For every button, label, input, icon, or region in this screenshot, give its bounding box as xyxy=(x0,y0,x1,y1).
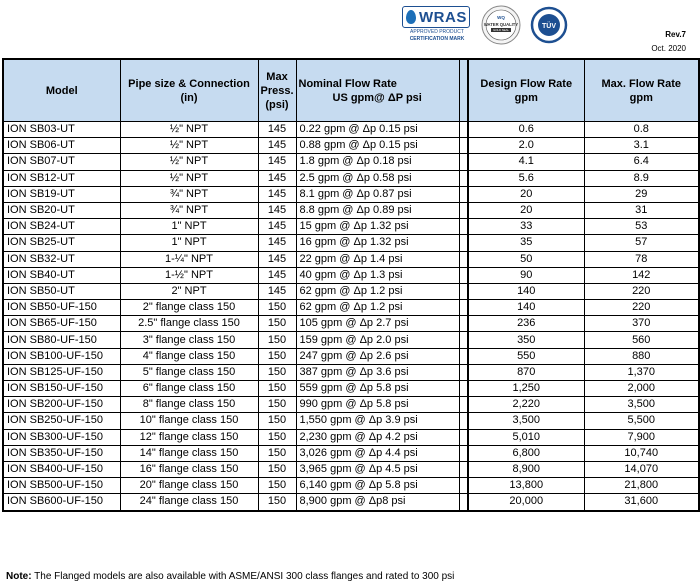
cell-separator xyxy=(459,413,468,429)
table-row xyxy=(3,267,699,283)
cell-design-flow: 5.6 xyxy=(468,170,584,186)
cell-nominal-flow: 1.8 gpm @ Δp 0.18 psi xyxy=(296,154,459,170)
cell-design-flow: 350 xyxy=(468,332,584,348)
cell-max-pressure: 150 xyxy=(258,364,296,380)
cell-pipe-size: 24" flange class 150 xyxy=(120,494,258,511)
cell-nominal-flow: 3,026 gpm @ Δp 4.4 psi xyxy=(296,445,459,461)
cell-design-flow: 90 xyxy=(468,267,584,283)
cell-pipe-size: 1-¼" NPT xyxy=(120,251,258,267)
cell-max-pressure: 150 xyxy=(258,478,296,494)
cell-pipe-size: 20" flange class 150 xyxy=(120,478,258,494)
table-row xyxy=(3,429,699,445)
cell-pipe-size: ½" NPT xyxy=(120,122,258,138)
cell-model: ION SB06-UT xyxy=(3,138,120,154)
cell-design-flow: 870 xyxy=(468,364,584,380)
cell-design-flow: 35 xyxy=(468,235,584,251)
cell-max-flow: 880 xyxy=(584,348,699,364)
cell-nominal-flow: 990 gpm @ Δp 5.8 psi xyxy=(296,397,459,413)
wq-brand: WQ xyxy=(497,15,505,20)
cell-pipe-size: 1-½" NPT xyxy=(120,267,258,283)
cell-pipe-size: ½" NPT xyxy=(120,154,258,170)
cell-max-flow: 0.8 xyxy=(584,122,699,138)
cell-max-pressure: 145 xyxy=(258,170,296,186)
cell-max-pressure: 145 xyxy=(258,219,296,235)
cell-max-pressure: 150 xyxy=(258,429,296,445)
cell-design-flow: 20 xyxy=(468,186,584,202)
cell-max-pressure: 145 xyxy=(258,235,296,251)
cell-pipe-size: 6" flange class 150 xyxy=(120,381,258,397)
cell-model: ION SB125-UF-150 xyxy=(3,364,120,380)
wras-mark: CERTIFICATION MARK xyxy=(409,36,465,42)
cell-pipe-size: 10" flange class 150 xyxy=(120,413,258,429)
cell-pipe-size: 3" flange class 150 xyxy=(120,332,258,348)
cell-max-flow: 220 xyxy=(584,300,699,316)
cell-pipe-size: ½" NPT xyxy=(120,170,258,186)
cell-design-flow: 550 xyxy=(468,348,584,364)
cell-separator xyxy=(459,316,468,332)
cell-separator xyxy=(459,494,468,511)
table-row xyxy=(3,122,699,138)
cell-max-pressure: 150 xyxy=(258,348,296,364)
cell-separator xyxy=(459,332,468,348)
cell-model: ION SB24-UT xyxy=(3,219,120,235)
cell-pipe-size: ¾" NPT xyxy=(120,202,258,218)
cell-max-pressure: 145 xyxy=(258,251,296,267)
cell-max-pressure: 145 xyxy=(258,154,296,170)
cell-max-pressure: 145 xyxy=(258,122,296,138)
footnote xyxy=(6,571,454,582)
cell-nominal-flow: 0.22 gpm @ Δp 0.15 psi xyxy=(296,122,459,138)
cell-max-flow: 57 xyxy=(584,235,699,251)
cell-design-flow: 2,220 xyxy=(468,397,584,413)
cell-max-flow: 5,500 xyxy=(584,413,699,429)
cell-max-flow: 6.4 xyxy=(584,154,699,170)
cell-separator xyxy=(459,122,468,138)
cell-design-flow: 50 xyxy=(468,251,584,267)
cell-nominal-flow: 2.5 gpm @ Δp 0.58 psi xyxy=(296,170,459,186)
cell-model: ION SB150-UF-150 xyxy=(3,381,120,397)
cell-pipe-size: 12" flange class 150 xyxy=(120,429,258,445)
cell-pipe-size: 1" NPT xyxy=(120,235,258,251)
cell-separator xyxy=(459,138,468,154)
cell-model: ION SB80-UF-150 xyxy=(3,332,120,348)
cell-separator xyxy=(459,251,468,267)
cell-model: ION SB20-UT xyxy=(3,202,120,218)
cell-pipe-size: 16" flange class 150 xyxy=(120,461,258,477)
tuv-name: TÜV xyxy=(542,23,556,30)
water-quality-gold-seal-icon xyxy=(480,4,522,46)
cell-max-flow: 31 xyxy=(584,202,699,218)
cell-model: ION SB12-UT xyxy=(3,170,120,186)
cell-nominal-flow: 15 gpm @ Δp 1.32 psi xyxy=(296,219,459,235)
cell-max-flow: 3.1 xyxy=(584,138,699,154)
cell-model: ION SB03-UT xyxy=(3,122,120,138)
cell-separator xyxy=(459,267,468,283)
certification-logos xyxy=(400,4,580,50)
column-header-model: Model xyxy=(3,59,120,122)
cell-nominal-flow: 1,550 gpm @ Δp 3.9 psi xyxy=(296,413,459,429)
cell-max-flow: 21,800 xyxy=(584,478,699,494)
table-row xyxy=(3,251,699,267)
cell-model: ION SB100-UF-150 xyxy=(3,348,120,364)
cell-max-flow: 370 xyxy=(584,316,699,332)
cell-design-flow: 33 xyxy=(468,219,584,235)
table-row xyxy=(3,445,699,461)
cell-max-flow: 3,500 xyxy=(584,397,699,413)
cell-model: ION SB19-UT xyxy=(3,186,120,202)
column-header-design-flow: Design Flow Rate gpm xyxy=(468,59,584,122)
cell-design-flow: 5,010 xyxy=(468,429,584,445)
cell-max-flow: 142 xyxy=(584,267,699,283)
cell-nominal-flow: 8.8 gpm @ Δp 0.89 psi xyxy=(296,202,459,218)
cell-separator xyxy=(459,445,468,461)
cell-separator xyxy=(459,429,468,445)
cell-nominal-flow: 3,965 gpm @ Δp 4.5 psi xyxy=(296,461,459,477)
cell-nominal-flow: 8,900 gpm @ Δp8 psi xyxy=(296,494,459,511)
wras-logo xyxy=(400,4,472,44)
cell-separator xyxy=(459,202,468,218)
cell-nominal-flow: 387 gpm @ Δp 3.6 psi xyxy=(296,364,459,380)
cell-model: ION SB50-UT xyxy=(3,283,120,299)
cell-model: ION SB350-UF-150 xyxy=(3,445,120,461)
table-row xyxy=(3,170,699,186)
cell-model: ION SB600-UF-150 xyxy=(3,494,120,511)
cell-pipe-size: 5" flange class 150 xyxy=(120,364,258,380)
cell-nominal-flow: 0.88 gpm @ Δp 0.15 psi xyxy=(296,138,459,154)
table-body xyxy=(3,122,699,511)
cell-max-flow: 10,740 xyxy=(584,445,699,461)
cell-nominal-flow: 247 gpm @ Δp 2.6 psi xyxy=(296,348,459,364)
cell-max-flow: 29 xyxy=(584,186,699,202)
cell-max-flow: 2,000 xyxy=(584,381,699,397)
column-header-max-flow: Max. Flow Rate gpm xyxy=(584,59,699,122)
table-row xyxy=(3,461,699,477)
table-row xyxy=(3,397,699,413)
revision-date: Oct. 2020 xyxy=(651,44,686,53)
cell-max-flow: 78 xyxy=(584,251,699,267)
cell-separator xyxy=(459,283,468,299)
tuv-certification-icon xyxy=(530,6,568,44)
cell-separator xyxy=(459,170,468,186)
column-header-pipe: Pipe size & Connection (in) xyxy=(120,59,258,122)
cell-design-flow: 140 xyxy=(468,283,584,299)
cell-design-flow: 8,900 xyxy=(468,461,584,477)
table-row xyxy=(3,235,699,251)
wq-subtitle: GOLD SEAL xyxy=(493,28,509,33)
table-row xyxy=(3,283,699,299)
table-row xyxy=(3,154,699,170)
cell-separator xyxy=(459,461,468,477)
table-row xyxy=(3,219,699,235)
flow-rate-table-container xyxy=(2,58,698,512)
cell-max-pressure: 150 xyxy=(258,445,296,461)
cell-separator xyxy=(459,219,468,235)
cell-max-pressure: 150 xyxy=(258,381,296,397)
cell-max-pressure: 150 xyxy=(258,413,296,429)
column-header-nominal-flow: Nominal Flow Rate US gpm@ ΔP psi xyxy=(296,59,459,122)
footnote-label: Note: xyxy=(6,571,32,582)
revision-label: Rev.7 xyxy=(665,30,686,39)
cell-separator xyxy=(459,381,468,397)
cell-max-pressure: 145 xyxy=(258,202,296,218)
cell-model: ION SB300-UF-150 xyxy=(3,429,120,445)
water-drop-icon xyxy=(406,10,416,24)
cell-max-flow: 560 xyxy=(584,332,699,348)
cell-model: ION SB25-UT xyxy=(3,235,120,251)
cell-max-pressure: 150 xyxy=(258,397,296,413)
cell-separator xyxy=(459,478,468,494)
cell-model: ION SB65-UF-150 xyxy=(3,316,120,332)
cell-nominal-flow: 40 gpm @ Δp 1.3 psi xyxy=(296,267,459,283)
cell-pipe-size: 1" NPT xyxy=(120,219,258,235)
cell-model: ION SB400-UF-150 xyxy=(3,461,120,477)
cell-nominal-flow: 8.1 gpm @ Δp 0.87 psi xyxy=(296,186,459,202)
table-row xyxy=(3,348,699,364)
cell-nominal-flow: 2,230 gpm @ Δp 4.2 psi xyxy=(296,429,459,445)
table-row xyxy=(3,364,699,380)
wras-badge xyxy=(402,6,470,28)
cell-design-flow: 20,000 xyxy=(468,494,584,511)
cell-nominal-flow: 62 gpm @ Δp 1.2 psi xyxy=(296,300,459,316)
cell-max-flow: 1,370 xyxy=(584,364,699,380)
cell-nominal-flow: 159 gpm @ Δp 2.0 psi xyxy=(296,332,459,348)
cell-pipe-size: 14" flange class 150 xyxy=(120,445,258,461)
cell-max-flow: 7,900 xyxy=(584,429,699,445)
cell-design-flow: 0.6 xyxy=(468,122,584,138)
table-row xyxy=(3,494,699,511)
cell-max-flow: 14,070 xyxy=(584,461,699,477)
cell-design-flow: 3,500 xyxy=(468,413,584,429)
cell-model: ION SB32-UT xyxy=(3,251,120,267)
cell-design-flow: 2.0 xyxy=(468,138,584,154)
table-row xyxy=(3,332,699,348)
table-row xyxy=(3,138,699,154)
table-row xyxy=(3,202,699,218)
wras-subtitle: APPROVED PRODUCT xyxy=(410,29,464,35)
cell-max-pressure: 150 xyxy=(258,300,296,316)
cell-model: ION SB40-UT xyxy=(3,267,120,283)
cell-separator xyxy=(459,300,468,316)
cell-max-pressure: 145 xyxy=(258,283,296,299)
cell-nominal-flow: 16 gpm @ Δp 1.32 psi xyxy=(296,235,459,251)
table-row xyxy=(3,478,699,494)
cell-max-pressure: 150 xyxy=(258,316,296,332)
column-header-pressure: Max Press. (psi) xyxy=(258,59,296,122)
cell-max-flow: 31,600 xyxy=(584,494,699,511)
wq-title: WATER QUALITY xyxy=(483,22,519,27)
cell-nominal-flow: 105 gpm @ Δp 2.7 psi xyxy=(296,316,459,332)
wras-name: WRAS xyxy=(419,8,467,26)
cell-max-flow: 53 xyxy=(584,219,699,235)
cell-nominal-flow: 559 gpm @ Δp 5.8 psi xyxy=(296,381,459,397)
cell-model: ION SB200-UF-150 xyxy=(3,397,120,413)
table-row xyxy=(3,300,699,316)
cell-separator xyxy=(459,364,468,380)
table-row xyxy=(3,381,699,397)
cell-max-pressure: 150 xyxy=(258,332,296,348)
cell-design-flow: 20 xyxy=(468,202,584,218)
cell-max-flow: 8.9 xyxy=(584,170,699,186)
cell-pipe-size: 4" flange class 150 xyxy=(120,348,258,364)
cell-design-flow: 6,800 xyxy=(468,445,584,461)
cell-max-pressure: 145 xyxy=(258,138,296,154)
cell-pipe-size: 2" NPT xyxy=(120,283,258,299)
cell-separator xyxy=(459,348,468,364)
cell-max-flow: 220 xyxy=(584,283,699,299)
cell-pipe-size: 8" flange class 150 xyxy=(120,397,258,413)
cell-max-pressure: 145 xyxy=(258,186,296,202)
cell-nominal-flow: 62 gpm @ Δp 1.2 psi xyxy=(296,283,459,299)
cell-pipe-size: ½" NPT xyxy=(120,138,258,154)
cell-model: ION SB250-UF-150 xyxy=(3,413,120,429)
table-row xyxy=(3,316,699,332)
column-header-separator xyxy=(459,59,468,122)
cell-pipe-size: 2" flange class 150 xyxy=(120,300,258,316)
table-row xyxy=(3,186,699,202)
table-header-row xyxy=(3,59,699,122)
cell-max-pressure: 150 xyxy=(258,461,296,477)
cell-design-flow: 140 xyxy=(468,300,584,316)
cell-max-pressure: 150 xyxy=(258,494,296,511)
cell-separator xyxy=(459,235,468,251)
cell-design-flow: 4.1 xyxy=(468,154,584,170)
cell-design-flow: 1,250 xyxy=(468,381,584,397)
cell-model: ION SB07-UT xyxy=(3,154,120,170)
footnote-text: The Flanged models are also available with ASME/ANSI 300 class flanges and rated to 300 psi xyxy=(31,571,455,582)
cell-model: ION SB500-UF-150 xyxy=(3,478,120,494)
cell-max-pressure: 145 xyxy=(258,267,296,283)
flow-rate-table xyxy=(2,58,700,512)
table-row xyxy=(3,413,699,429)
cell-design-flow: 13,800 xyxy=(468,478,584,494)
cell-separator xyxy=(459,397,468,413)
cell-pipe-size: 2.5" flange class 150 xyxy=(120,316,258,332)
cell-design-flow: 236 xyxy=(468,316,584,332)
cell-separator xyxy=(459,186,468,202)
cell-nominal-flow: 6,140 gpm @ Δp 5.8 psi xyxy=(296,478,459,494)
cell-nominal-flow: 22 gpm @ Δp 1.4 psi xyxy=(296,251,459,267)
cell-separator xyxy=(459,154,468,170)
cell-model: ION SB50-UF-150 xyxy=(3,300,120,316)
cell-pipe-size: ¾" NPT xyxy=(120,186,258,202)
